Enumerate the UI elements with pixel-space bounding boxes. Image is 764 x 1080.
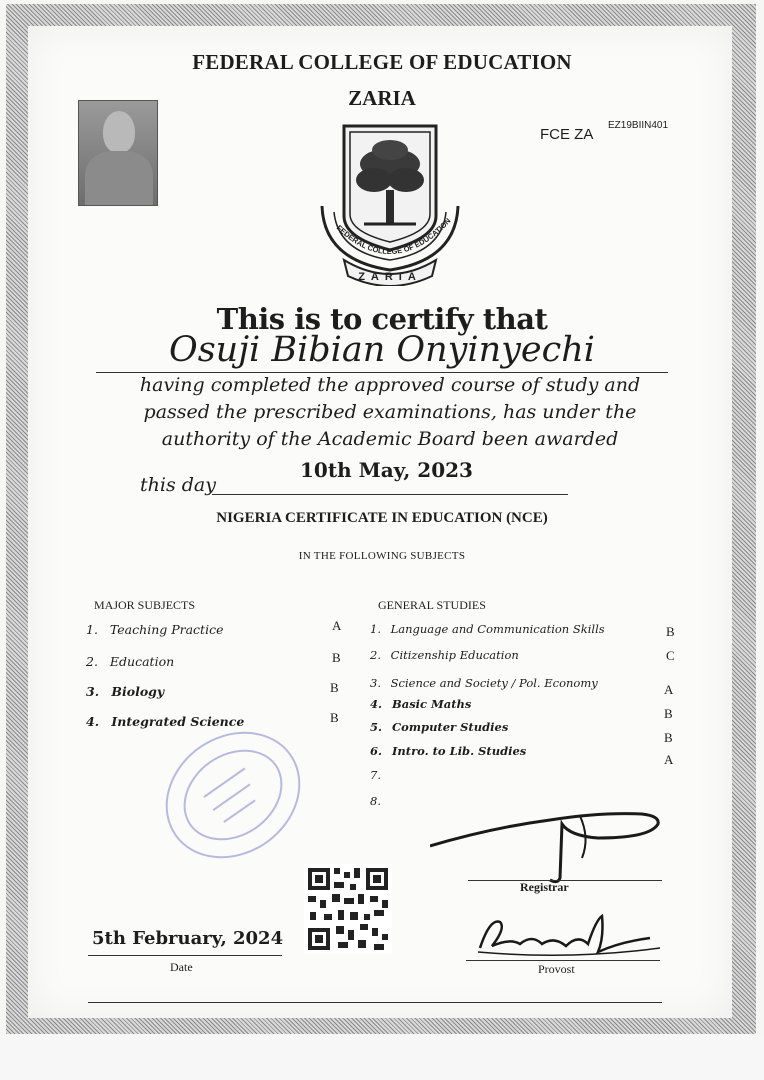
provost-signature-icon xyxy=(470,908,670,968)
provost-line xyxy=(466,960,660,961)
date-label: Date xyxy=(170,960,193,974)
general-subject-row: 4. Basic Maths xyxy=(370,697,472,711)
general-grade: B xyxy=(664,730,673,745)
general-subject-row: 5. Computer Studies xyxy=(370,720,509,734)
general-grade: A xyxy=(664,752,674,767)
general-grade: A xyxy=(664,682,674,697)
subjects-intro: IN THE FOLLOWING SUBJECTS xyxy=(298,550,466,562)
registrar-label: Registrar xyxy=(520,880,569,894)
date-line xyxy=(88,955,282,956)
crest-ring-text: FEDERAL COLLEGE OF EDUCATION xyxy=(334,216,453,257)
registrar-signature-icon xyxy=(430,798,680,888)
body-line-3: authority of the Academic Board been awarded xyxy=(161,428,619,450)
general-subject-row: 3. Science and Society / Pol. Economy xyxy=(370,676,598,690)
award-date: 10th May, 2023 xyxy=(300,458,473,482)
general-subject-row: 1. Language and Communication Skills xyxy=(370,622,605,636)
this-day-line xyxy=(212,494,568,495)
major-subject-row: 3. Biology xyxy=(86,684,165,699)
institution-location: ZARIA xyxy=(348,86,416,110)
major-subject-row: 1. Teaching Practice xyxy=(86,622,224,637)
recipient-name: Osuji Bibian Onyinyechi xyxy=(169,330,595,370)
certify-heading: This is to certify that xyxy=(216,302,548,336)
general-subject-row: 8. xyxy=(370,794,381,808)
general-subject-row: 7. xyxy=(370,768,381,782)
major-grade: B xyxy=(330,680,339,695)
general-grade: B xyxy=(666,624,675,639)
this-day-label: this day xyxy=(140,474,216,496)
general-subject-row: 2. Citizenship Education xyxy=(370,648,519,662)
body-line-2: passed the prescribed examinations, has under the xyxy=(143,401,637,423)
major-grade: B xyxy=(330,710,339,725)
major-subject-row: 2. Education xyxy=(86,654,175,669)
passport-photo xyxy=(78,100,158,206)
institution-name: FEDERAL COLLEGE OF EDUCATION xyxy=(192,50,572,74)
general-subject-row: 6. Intro. to Lib. Studies xyxy=(370,744,527,758)
major-subjects-heading: MAJOR SUBJECTS xyxy=(94,598,196,612)
footer-line xyxy=(88,1002,662,1003)
qr-code-icon xyxy=(304,864,392,954)
major-subject-row: 4. Integrated Science xyxy=(86,714,245,729)
general-grade: B xyxy=(664,706,673,721)
major-grade: A xyxy=(332,618,342,633)
crest-banner-text: ZARIA xyxy=(358,271,422,283)
certificate-number-code: EZ19BIIN401 xyxy=(608,120,669,131)
certificate-number-prefix: FCE ZA xyxy=(540,126,594,143)
college-crest-icon xyxy=(314,120,466,286)
provost-label: Provost xyxy=(538,962,575,976)
award-title: NIGERIA CERTIFICATE IN EDUCATION (NCE) xyxy=(216,510,548,526)
college-stamp-icon xyxy=(148,700,318,890)
major-grade: B xyxy=(332,650,341,665)
issue-date: 5th February, 2024 xyxy=(92,928,284,949)
body-line-1: having completed the approved course of study and xyxy=(139,374,641,396)
general-studies-heading: GENERAL STUDIES xyxy=(378,598,486,612)
general-grade: C xyxy=(666,648,675,663)
